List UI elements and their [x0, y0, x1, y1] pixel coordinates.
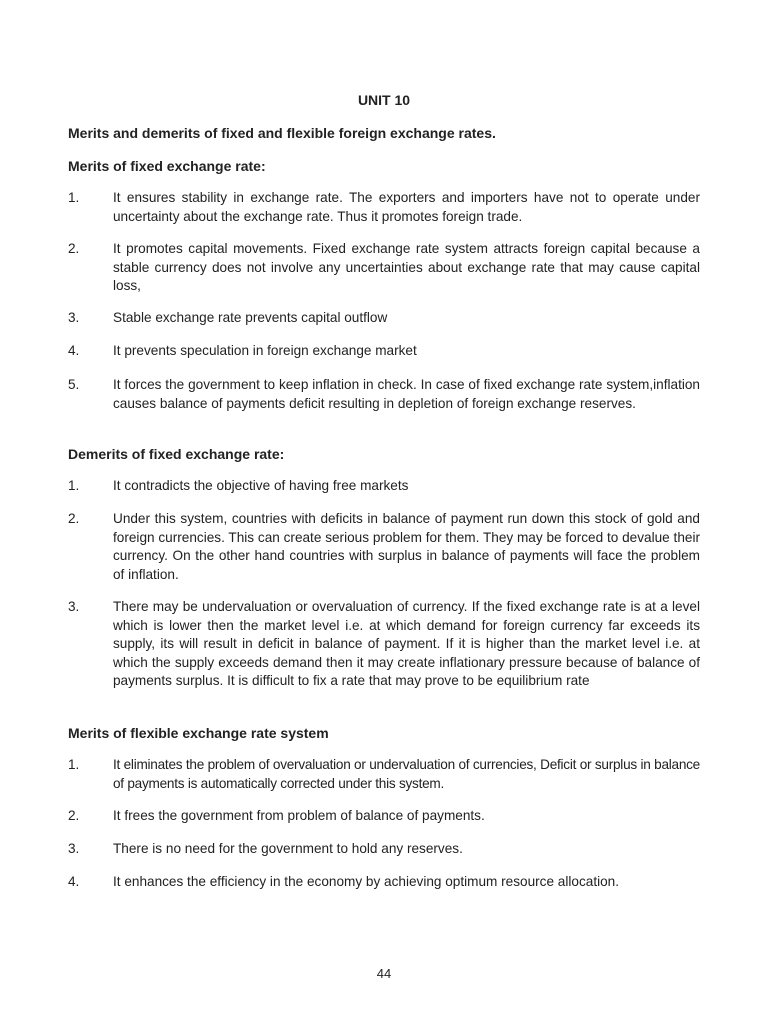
- section-heading-demerits-fixed: Demerits of fixed exchange rate:: [68, 446, 285, 462]
- list-item-text: It eliminates the problem of overvaluation or undervaluation of currencies, Deficit or surplus in balance of payments is automatically corrected under this system.: [113, 757, 700, 791]
- list-item: [68, 756, 700, 793]
- list-item-text: Under this system, countries with deficits in balance of payment run down this stock of gold and foreign currencies. This can create serious problem for them. They may be forced to devalue their currency. On the other hand countries with surplus in balance of payments will face the problem of inflation.: [113, 511, 700, 582]
- list-item-number: 2.: [68, 241, 80, 256]
- list-item-text: It enhances the efficiency in the economy by achieving optimum resource allocation.: [113, 874, 620, 889]
- list-item-number: 2.: [68, 511, 80, 526]
- list-item-number: 1.: [68, 190, 80, 205]
- list-item: [68, 598, 700, 691]
- list-item-number: 2.: [68, 808, 80, 823]
- list-item: [68, 873, 700, 892]
- list-item-text: Stable exchange rate prevents capital outflow: [113, 310, 388, 325]
- unit-title: UNIT 10: [357, 92, 411, 108]
- list-item-number: 3.: [68, 841, 80, 856]
- list-item-text: There may be undervaluation or overvaluation of currency. If the fixed exchange rate is at a level which is lower then the market level i.e. at which demand for foreign currency far exceeds its supply, its will result in deficit in balance of payment. If it is higher than the market level i.e. at which the supply exceeds demand then it may create inflationary pressure because of balance of payments surplus. It is difficult to fix a rate that may prove to be equilibrium rate: [113, 599, 700, 688]
- page-number: 44: [376, 966, 392, 981]
- list-item: [68, 342, 700, 361]
- list-item: [68, 240, 700, 296]
- list-item: [68, 189, 700, 226]
- list-item-text: It promotes capital movements. Fixed exchange rate system attracts foreign capital because a stable currency does not involve any uncertainties about exchange rate that may cause capital loss,: [113, 241, 700, 293]
- list-item-text: It forces the government to keep inflation in check. In case of fixed exchange rate system,inflation causes balance of payments deficit resulting in depletion of foreign exchange reserves.: [113, 377, 700, 411]
- section-heading-merits-flexible: Merits of flexible exchange rate system: [68, 725, 329, 741]
- list-item-number: 3.: [68, 599, 80, 614]
- list-item: [68, 840, 700, 859]
- list-item-number: 4.: [68, 874, 80, 889]
- list-item-number: 4.: [68, 343, 80, 358]
- list-item: [68, 477, 700, 496]
- list-item: [68, 510, 700, 584]
- list-item-number: 3.: [68, 310, 80, 325]
- list-item-number: 1.: [68, 478, 80, 493]
- list-item-text: It contradicts the objective of having free markets: [113, 478, 409, 493]
- main-title: Merits and demerits of fixed and flexible foreign exchange rates.: [68, 125, 496, 141]
- list-item-number: 5.: [68, 377, 80, 392]
- list-item-text: It frees the government from problem of balance of payments.: [113, 808, 485, 823]
- list-item: [68, 807, 700, 826]
- list-item-number: 1.: [68, 757, 80, 772]
- section-heading-merits-fixed: Merits of fixed exchange rate:: [68, 158, 266, 174]
- list-item: [68, 376, 700, 413]
- list-item-text: It prevents speculation in foreign exchange market: [113, 343, 417, 358]
- list-item: [68, 309, 700, 328]
- list-item-text: There is no need for the government to hold any reserves.: [113, 841, 463, 856]
- list-item-text: It ensures stability in exchange rate. The exporters and importers have not to operate under uncertainty about the exchange rate. Thus it promotes foreign trade.: [113, 190, 700, 224]
